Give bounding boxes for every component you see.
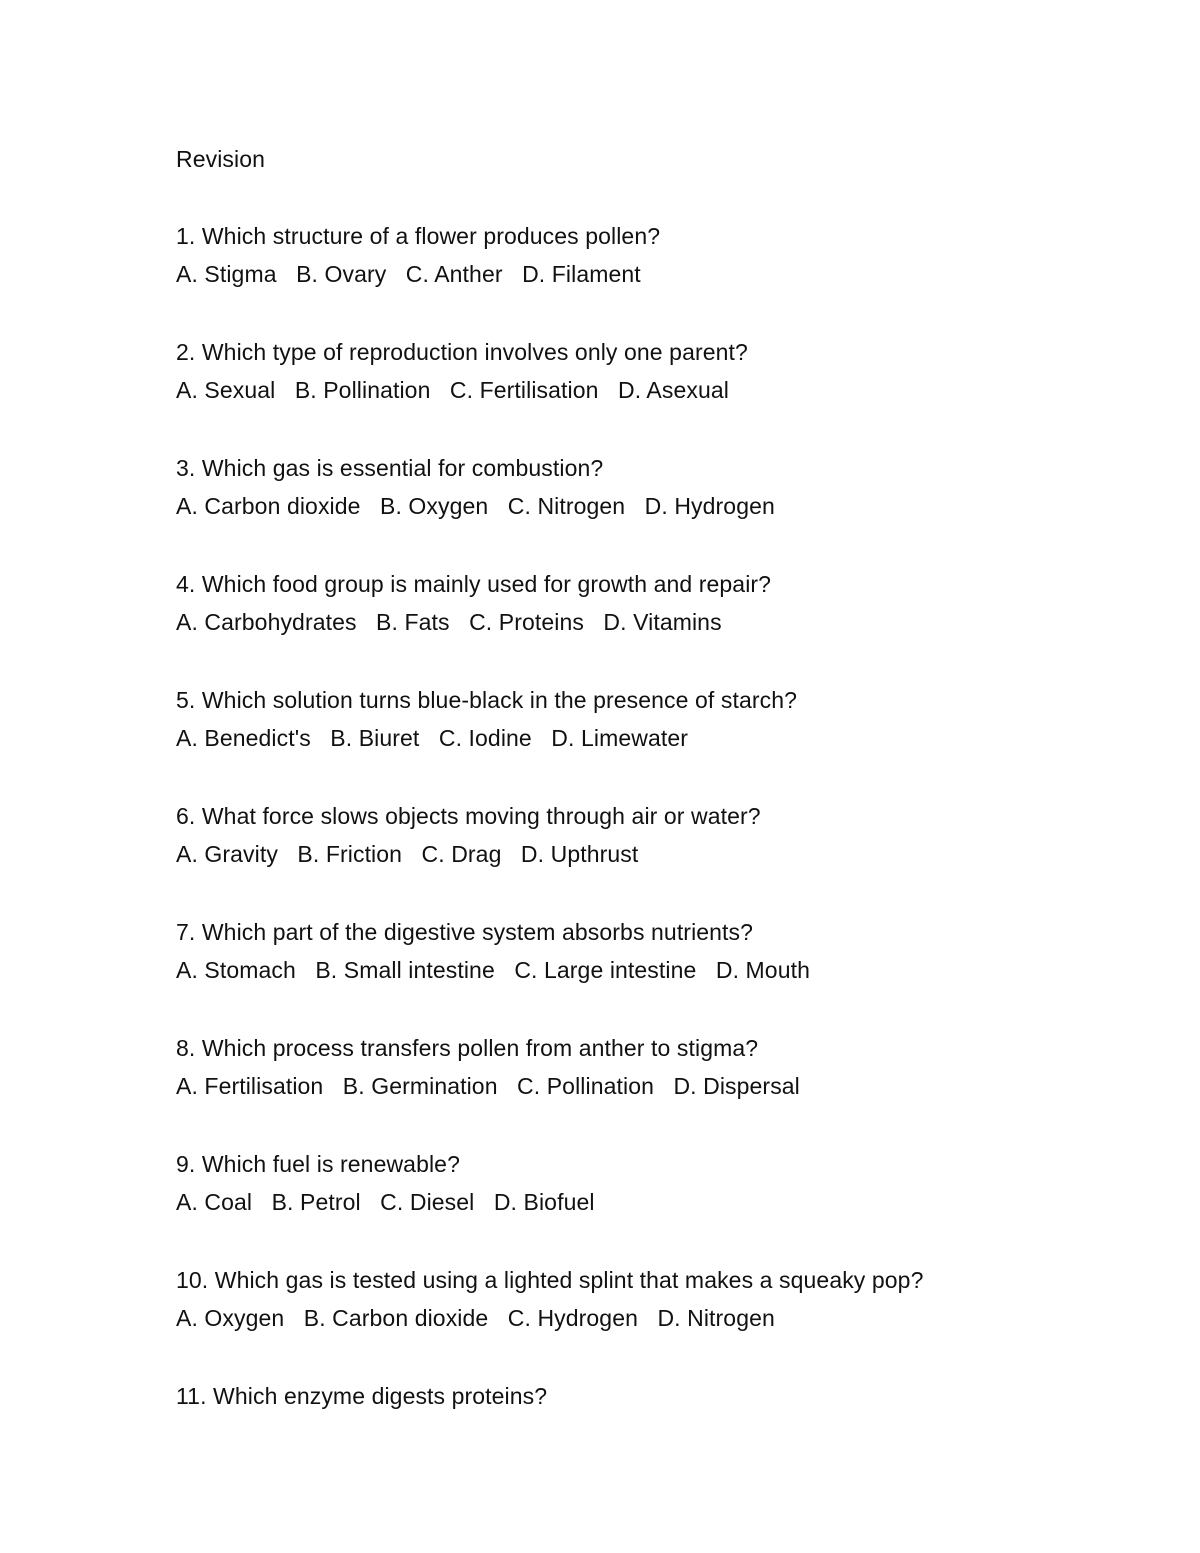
question-7 <box>176 913 1136 989</box>
question-5 <box>176 681 1136 757</box>
answer-options: A. Stomach B. Small intestine C. Large intestine D. Mouth <box>176 957 810 983</box>
answer-options: A. Carbon dioxide B. Oxygen C. Nitrogen D. Hydrogen <box>176 493 775 519</box>
question-1 <box>176 217 1136 293</box>
question-4 <box>176 565 1136 641</box>
question-3 <box>176 449 1136 525</box>
question-8 <box>176 1029 1136 1105</box>
document-body <box>176 140 1136 1415</box>
question-2 <box>176 333 1136 409</box>
answer-options: A. Oxygen B. Carbon dioxide C. Hydrogen D. Nitrogen <box>176 1305 775 1331</box>
question-text: 2. Which type of reproduction involves only one parent? <box>176 339 748 365</box>
question-text: 7. Which part of the digestive system absorbs nutrients? <box>176 919 754 945</box>
answer-options: A. Sexual B. Pollination C. Fertilisation D. Asexual <box>176 377 729 403</box>
answer-options: A. Gravity B. Friction C. Drag D. Upthrust <box>176 841 639 867</box>
answer-options: A. Fertilisation B. Germination C. Pollination D. Dispersal <box>176 1073 800 1099</box>
question-text: 4. Which food group is mainly used for growth and repair? <box>176 571 772 597</box>
question-9 <box>176 1145 1136 1221</box>
question-text: 6. What force slows objects moving through air or water? <box>176 803 761 829</box>
question-text: 1. Which structure of a flower produces pollen? <box>176 223 661 249</box>
question-text: 11. Which enzyme digests proteins? <box>176 1383 548 1409</box>
question-text: 8. Which process transfers pollen from anther to stigma? <box>176 1035 759 1061</box>
question-11 <box>176 1377 1136 1415</box>
document-title: Revision <box>176 146 266 172</box>
answer-options: A. Stigma B. Ovary C. Anther D. Filament <box>176 261 641 287</box>
answer-options: A. Carbohydrates B. Fats C. Proteins D. Vitamins <box>176 609 722 635</box>
question-text: 5. Which solution turns blue-black in the presence of starch? <box>176 687 798 713</box>
question-text: 9. Which fuel is renewable? <box>176 1151 460 1177</box>
question-10 <box>176 1261 1136 1337</box>
answer-options: A. Coal B. Petrol C. Diesel D. Biofuel <box>176 1189 595 1215</box>
question-text: 3. Which gas is essential for combustion? <box>176 455 604 481</box>
answer-options: A. Benedict's B. Biuret C. Iodine D. Limewater <box>176 725 688 751</box>
question-6 <box>176 797 1136 873</box>
question-text: 10. Which gas is tested using a lighted splint that makes a squeaky pop? <box>176 1267 924 1293</box>
